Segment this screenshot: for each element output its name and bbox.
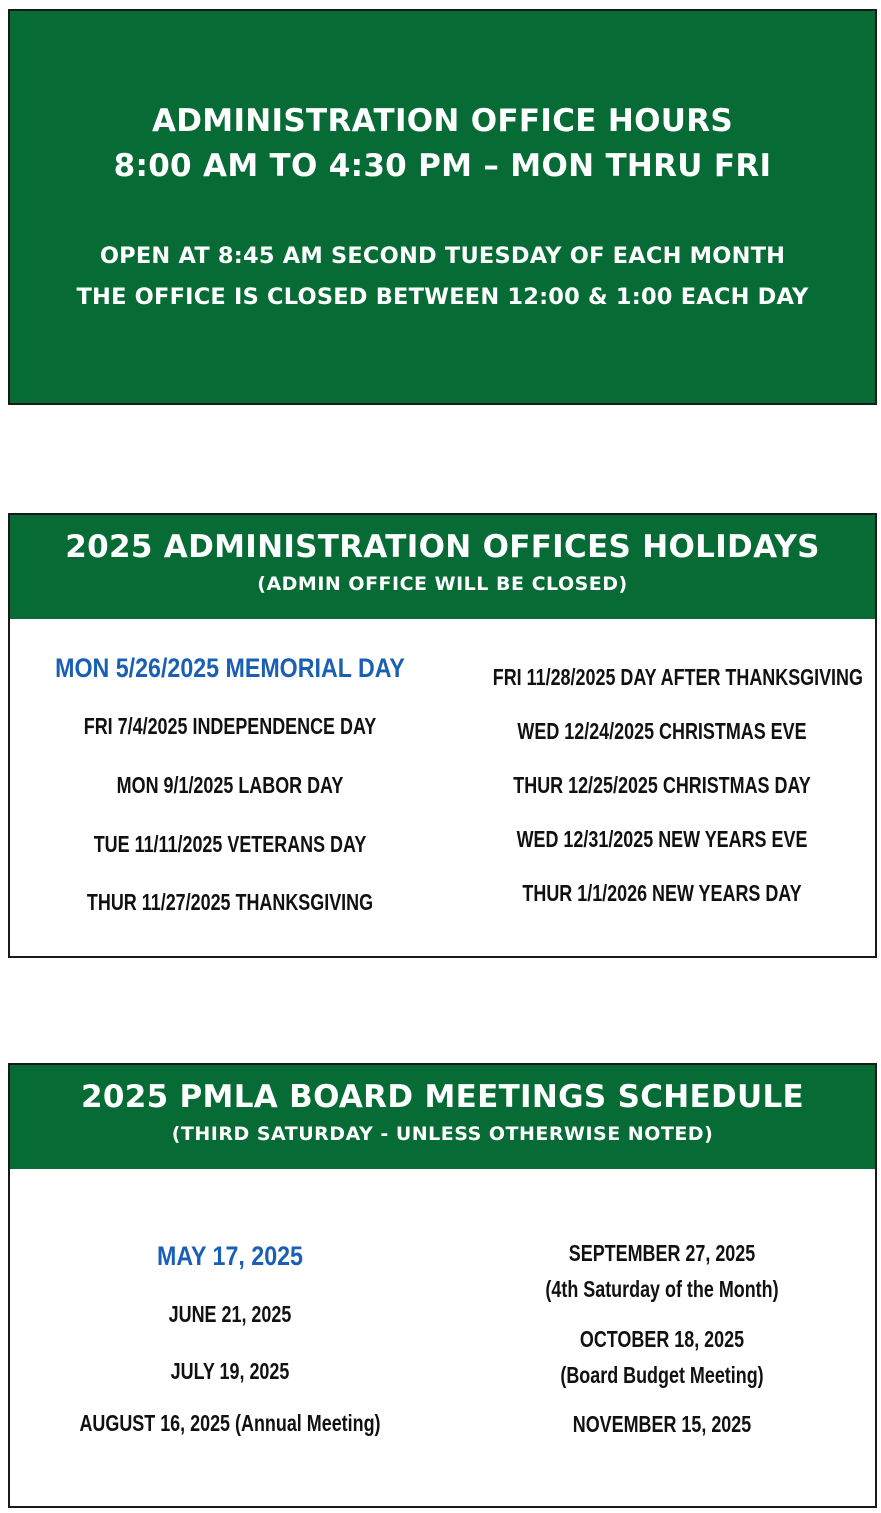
meeting-item: SEPTEMBER 27, 2025 xyxy=(568,1240,756,1266)
holiday-item: TUE 11/11/2025 VETERANS DAY xyxy=(93,831,367,857)
meetings-title: 2025 PMLA BOARD MEETINGS SCHEDULE xyxy=(80,1079,805,1115)
holiday-item: THUR 11/27/2025 THANKSGIVING xyxy=(86,889,374,915)
office-hours-note-tuesday: OPEN AT 8:45 AM SECOND TUESDAY OF EACH MONTH xyxy=(99,243,786,269)
meeting-item: AUGUST 16, 2025 (Annual Meeting) xyxy=(79,1410,381,1436)
holidays-subtitle: (ADMIN OFFICE WILL BE CLOSED) xyxy=(257,573,628,595)
office-hours-times: 8:00 AM TO 4:30 PM – MON THRU FRI xyxy=(113,148,772,184)
holidays-title: 2025 ADMINISTRATION OFFICES HOLIDAYS xyxy=(65,529,820,565)
holidays-panel xyxy=(8,513,877,958)
office-hours-panel xyxy=(8,9,877,405)
meetings-header xyxy=(10,1065,875,1169)
meeting-item: JUNE 21, 2025 xyxy=(168,1301,292,1327)
office-hours-note-lunch: THE OFFICE IS CLOSED BETWEEN 12:00 & 1:00 EACH DAY xyxy=(76,284,809,310)
meetings-subtitle: (THIRD SATURDAY - UNLESS OTHERWISE NOTED) xyxy=(171,1123,714,1145)
meeting-item: NOVEMBER 15, 2025 xyxy=(572,1411,752,1437)
office-hours-title: ADMINISTRATION OFFICE HOURS xyxy=(151,103,733,139)
holidays-header xyxy=(10,515,875,619)
meeting-note: (4th Saturday of the Month) xyxy=(545,1276,779,1302)
meeting-note: (Board Budget Meeting) xyxy=(560,1362,764,1388)
holiday-item: THUR 1/1/2026 NEW YEARS DAY xyxy=(522,880,802,906)
meeting-item: JULY 19, 2025 xyxy=(170,1358,290,1384)
holiday-item-highlight: MON 5/26/2025 MEMORIAL DAY xyxy=(55,653,405,683)
holiday-item: FRI 7/4/2025 INDEPENDENCE DAY xyxy=(83,713,377,739)
meetings-panel xyxy=(8,1063,877,1508)
holiday-item: THUR 12/25/2025 CHRISTMAS DAY xyxy=(513,772,811,798)
holiday-item: FRI 11/28/2025 DAY AFTER THANKSGIVING xyxy=(492,664,863,690)
meeting-item: OCTOBER 18, 2025 xyxy=(579,1326,745,1352)
holiday-item: MON 9/1/2025 LABOR DAY xyxy=(116,772,344,798)
meeting-item-highlight: MAY 17, 2025 xyxy=(157,1241,303,1271)
holiday-item: WED 12/31/2025 NEW YEARS EVE xyxy=(516,826,808,852)
holiday-item: WED 12/24/2025 CHRISTMAS EVE xyxy=(517,718,807,744)
